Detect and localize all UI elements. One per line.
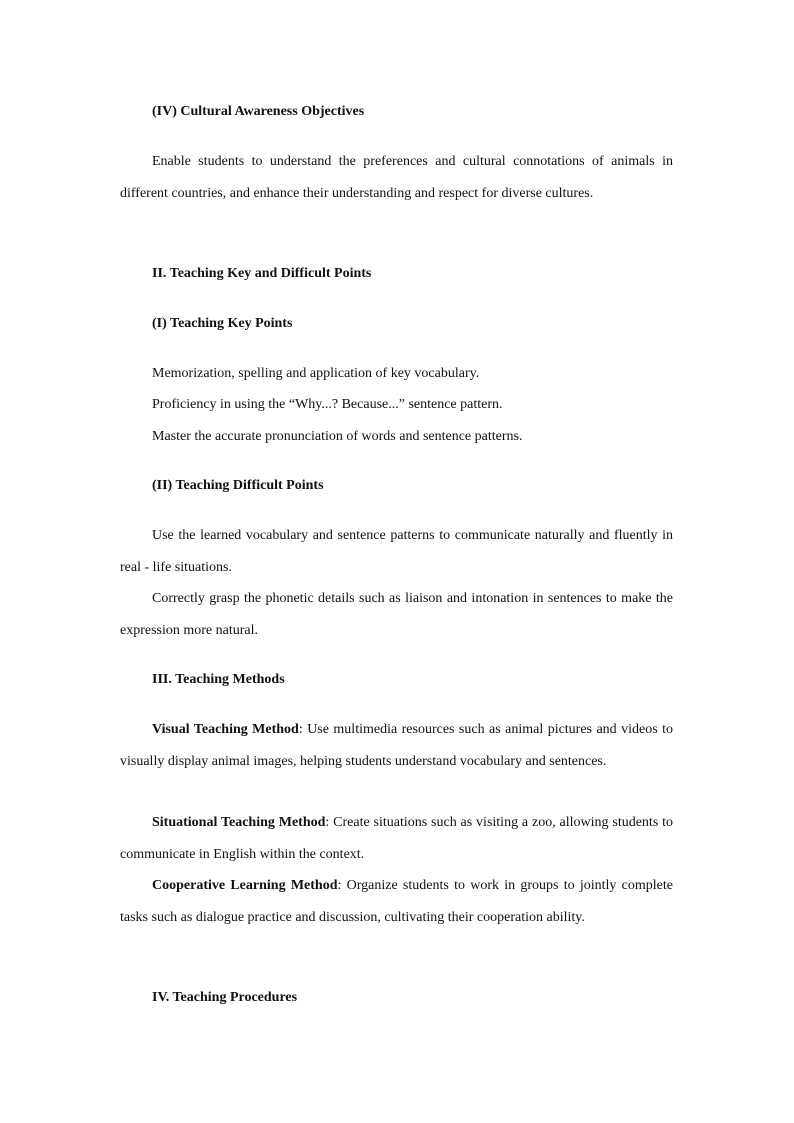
- method-term: Visual Teaching Method: [152, 722, 299, 737]
- method-paragraph-cooperative: [120, 870, 673, 933]
- difficult-point-paragraph: Use the learned vocabulary and sentence patterns to communicate naturally and fluently in real - life situations.: [120, 528, 673, 575]
- heading-teaching-methods: III. Teaching Methods: [152, 672, 285, 687]
- difficult-point-paragraph: Correctly grasp the phonetic details such as liaison and intonation in sentences to make the expression more natural.: [120, 591, 673, 638]
- key-point-item: Memorization, spelling and application of key vocabulary.: [152, 366, 480, 381]
- method-term: Cooperative Learning Method: [152, 878, 338, 893]
- heading-difficult-points: (II) Teaching Difficult Points: [152, 478, 324, 493]
- heading-key-difficult-points: II. Teaching Key and Difficult Points: [152, 266, 372, 281]
- method-description: : Organize students to work in groups to jointly complete tasks such as dialogue practice and discussion, cultivating their cooperation ability.: [120, 878, 673, 925]
- method-description: : Create situations such as visiting a zoo, allowing students to communicate in English within the context.: [120, 815, 674, 862]
- paragraph-cultural-awareness: Enable students to understand the preferences and cultural connotations of animals in different countries, and enhance their understanding and respect for diverse cultures.: [120, 154, 673, 201]
- heading-key-points: (I) Teaching Key Points: [152, 316, 293, 331]
- method-term: Situational Teaching Method: [152, 815, 326, 830]
- key-point-item: Master the accurate pronunciation of words and sentence patterns.: [152, 429, 523, 444]
- method-paragraph-situational: [120, 807, 673, 870]
- method-paragraph-visual: [120, 714, 673, 777]
- key-point-item: Proficiency in using the “Why...? Because...” sentence pattern.: [152, 397, 503, 412]
- heading-cultural-awareness: (IV) Cultural Awareness Objectives: [152, 104, 365, 119]
- heading-teaching-procedures: IV. Teaching Procedures: [152, 990, 298, 1005]
- method-description: : Use multimedia resources such as animal pictures and videos to visually display animal images, helping students understand vocabulary and sentences.: [120, 722, 673, 769]
